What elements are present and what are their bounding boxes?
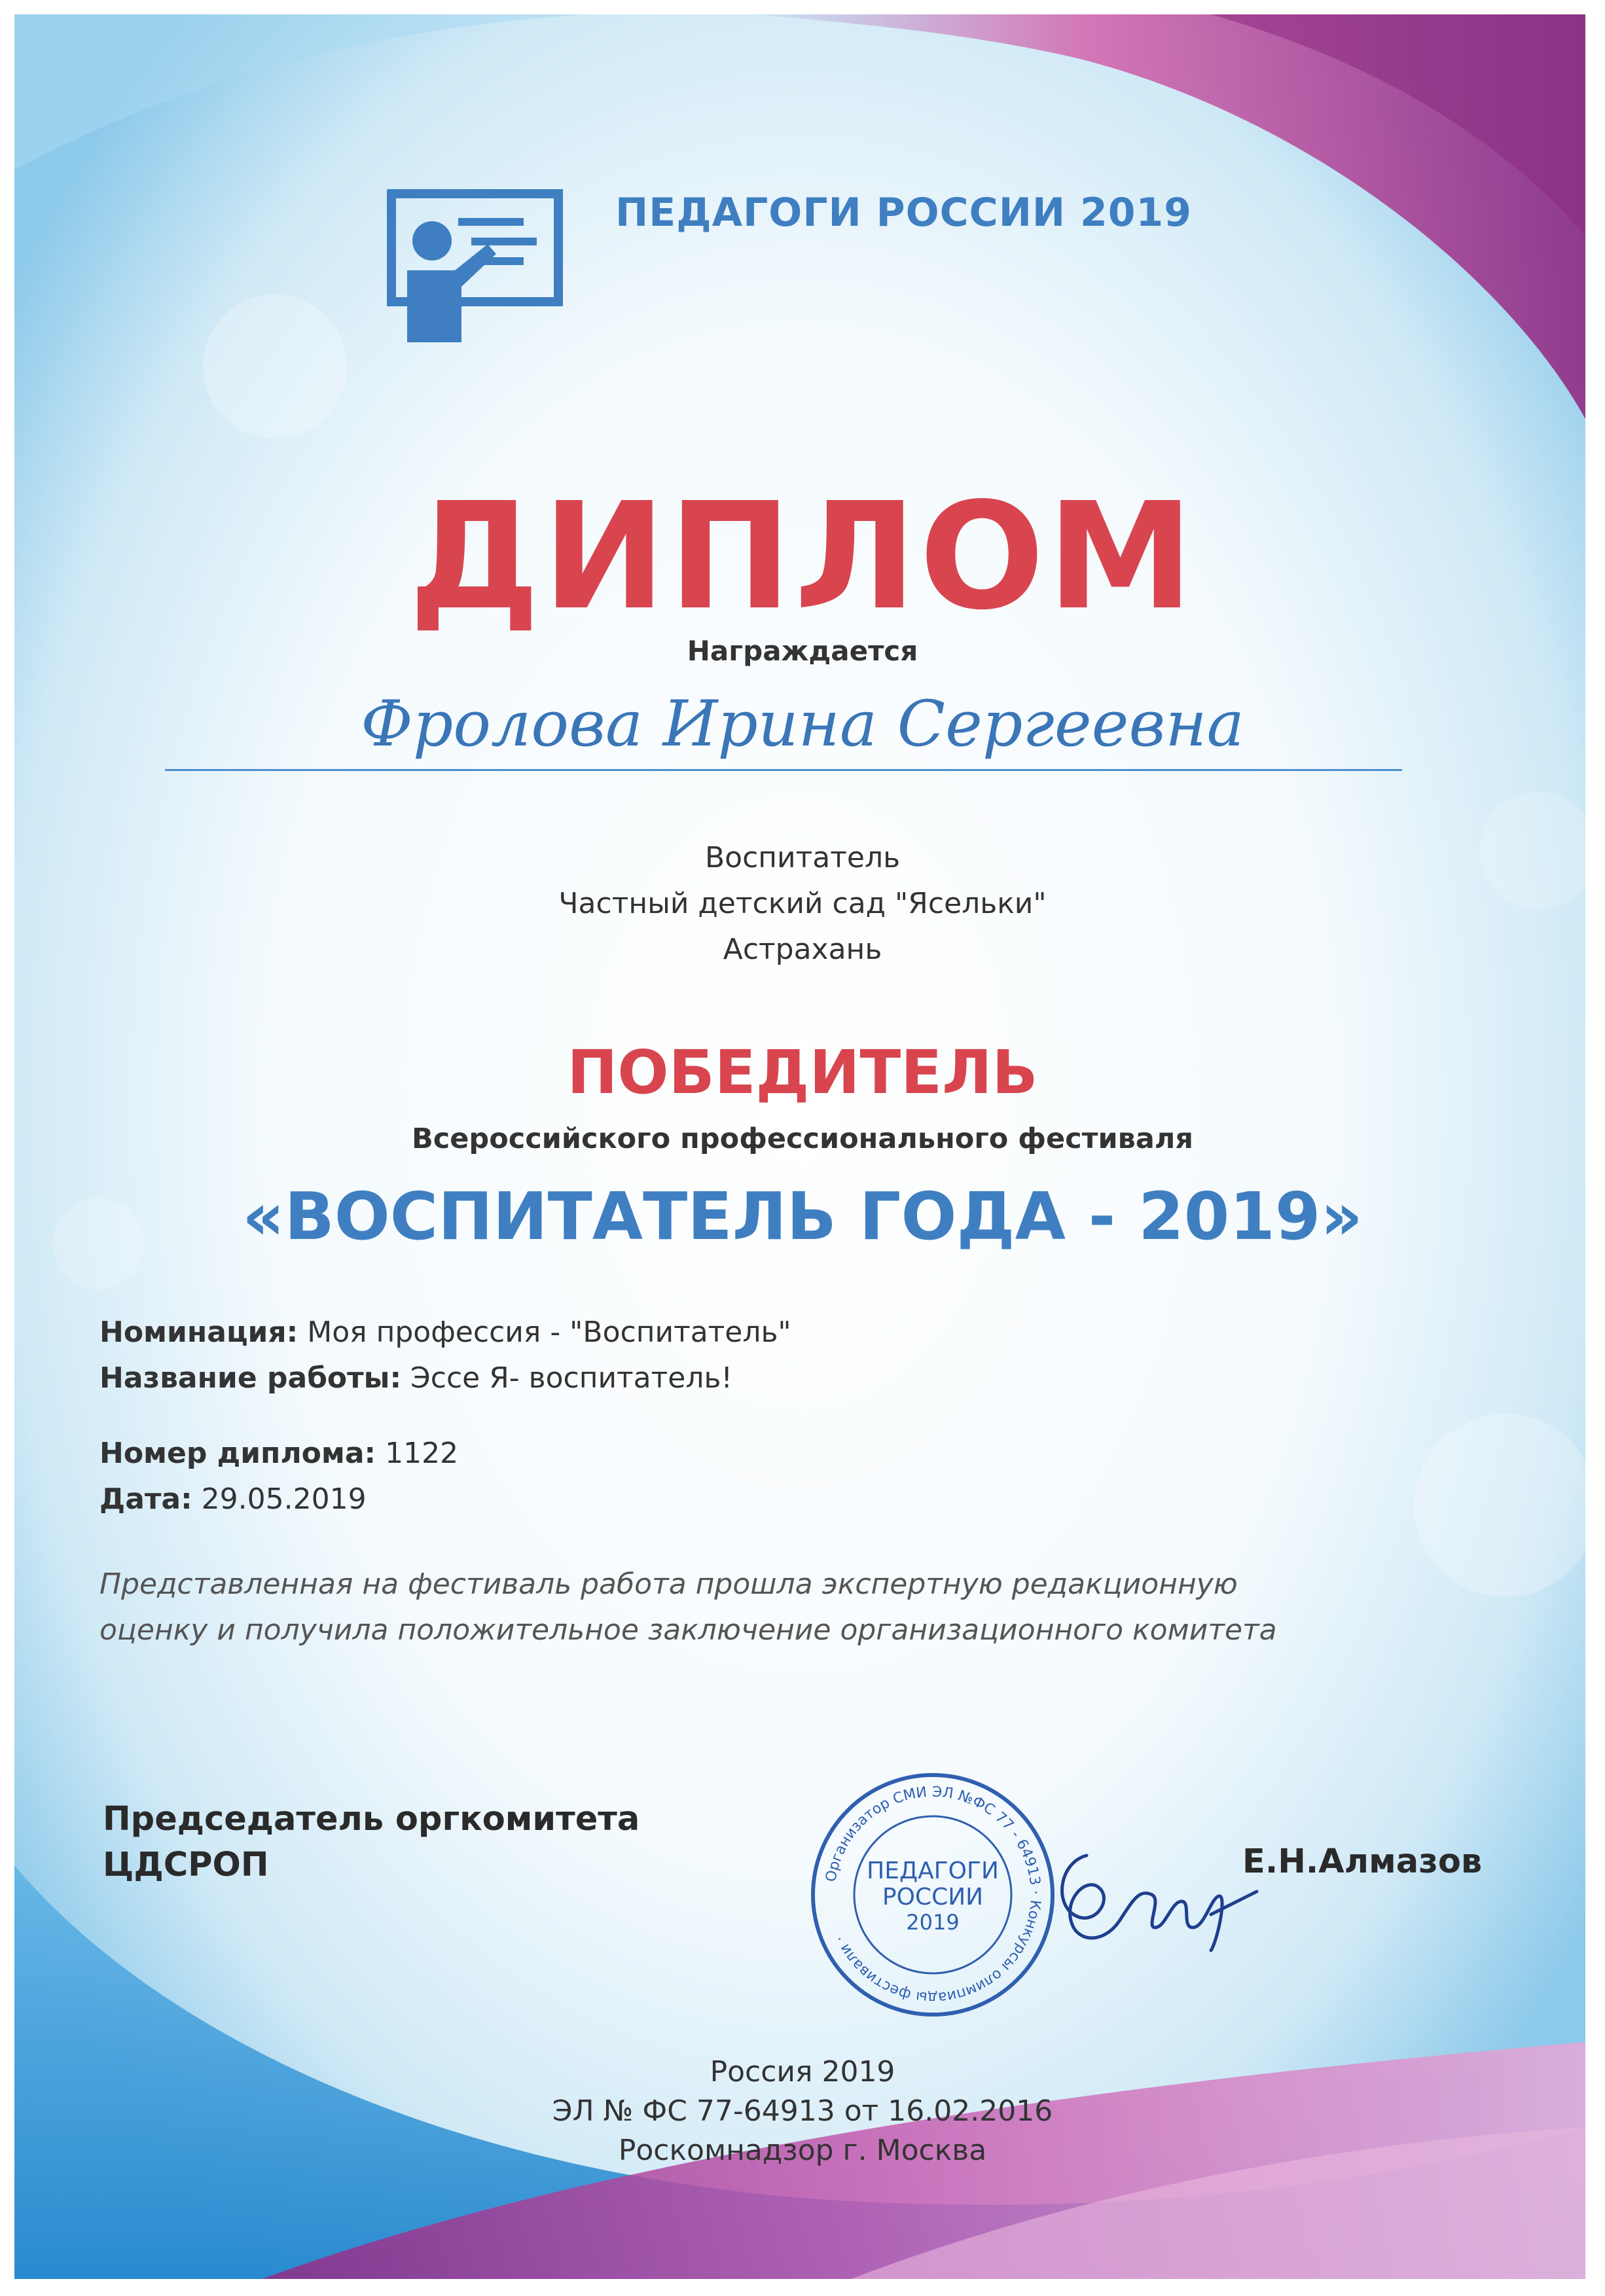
stamp-line-2: РОССИИ xyxy=(882,1884,984,1910)
recipient-city: Астрахань xyxy=(723,933,882,966)
diploma-number-label: Номер диплома: xyxy=(99,1437,376,1470)
work-title-value: Эссе Я- воспитатель! xyxy=(410,1361,733,1395)
note-line-1: Представленная на фестиваль работа прошла экспертную редакционную xyxy=(99,1568,1238,1601)
teacher-board-icon xyxy=(386,188,566,346)
work-title-label: Название работы: xyxy=(99,1361,402,1395)
nomination-value: Моя профессия - "Воспитатель" xyxy=(307,1316,791,1349)
recipient-position: Воспитатель xyxy=(704,841,900,874)
official-stamp xyxy=(808,1770,1057,2019)
recipient-organization: Частный детский сад "Ясельки" xyxy=(558,887,1047,920)
diploma-number-row xyxy=(99,1437,458,1470)
diploma-number-value: 1122 xyxy=(385,1437,459,1470)
note-line-2: оценку и получила положительное заключение организационного комитета xyxy=(99,1613,1277,1647)
signer-name: Е.Н.Алмазов xyxy=(1242,1842,1483,1881)
result-title: ПОБЕДИТЕЛЬ xyxy=(567,1037,1038,1107)
date-label: Дата: xyxy=(99,1482,192,1516)
awarded-label: Награждается xyxy=(687,635,918,667)
diploma-title: ДИПЛОМ xyxy=(408,471,1197,643)
chair-title: Председатель оргкомитета xyxy=(103,1800,640,1839)
footer-registration: ЭЛ № ФС 77-64913 от 16.02.2016 xyxy=(552,2094,1053,2128)
date-value: 29.05.2019 xyxy=(201,1482,367,1516)
festival-description: Всероссийского профессионального фестиваля xyxy=(411,1122,1194,1155)
chair-organization: ЦДСРОП xyxy=(103,1846,269,1884)
footer-country-year: Россия 2019 xyxy=(710,2055,895,2089)
stamp-ring-text: Организатор СМИ ЭЛ №ФС 77 - 64913 · Конкурсы олимпиады фестивали · xyxy=(823,1784,1044,2006)
nomination-label: Номинация: xyxy=(99,1316,298,1349)
stamp-line-3: 2019 xyxy=(906,1910,960,1935)
date-row xyxy=(99,1482,367,1516)
handwritten-signature xyxy=(1047,1829,1263,1960)
stamp-line-1: ПЕДАГОГИ xyxy=(867,1857,999,1884)
festival-name: «ВОСПИТАТЕЛЬ ГОДА - 2019» xyxy=(242,1178,1363,1255)
recipient-name: Фролова Ирина Сергеевна xyxy=(361,687,1244,761)
footer-regulator: Роскомнадзор г. Москва xyxy=(618,2134,987,2167)
name-underline xyxy=(165,769,1402,771)
event-title: ПЕДАГОГИ РОССИИ 2019 xyxy=(615,190,1193,236)
nomination-row xyxy=(99,1316,791,1349)
work-title-row xyxy=(99,1361,732,1395)
